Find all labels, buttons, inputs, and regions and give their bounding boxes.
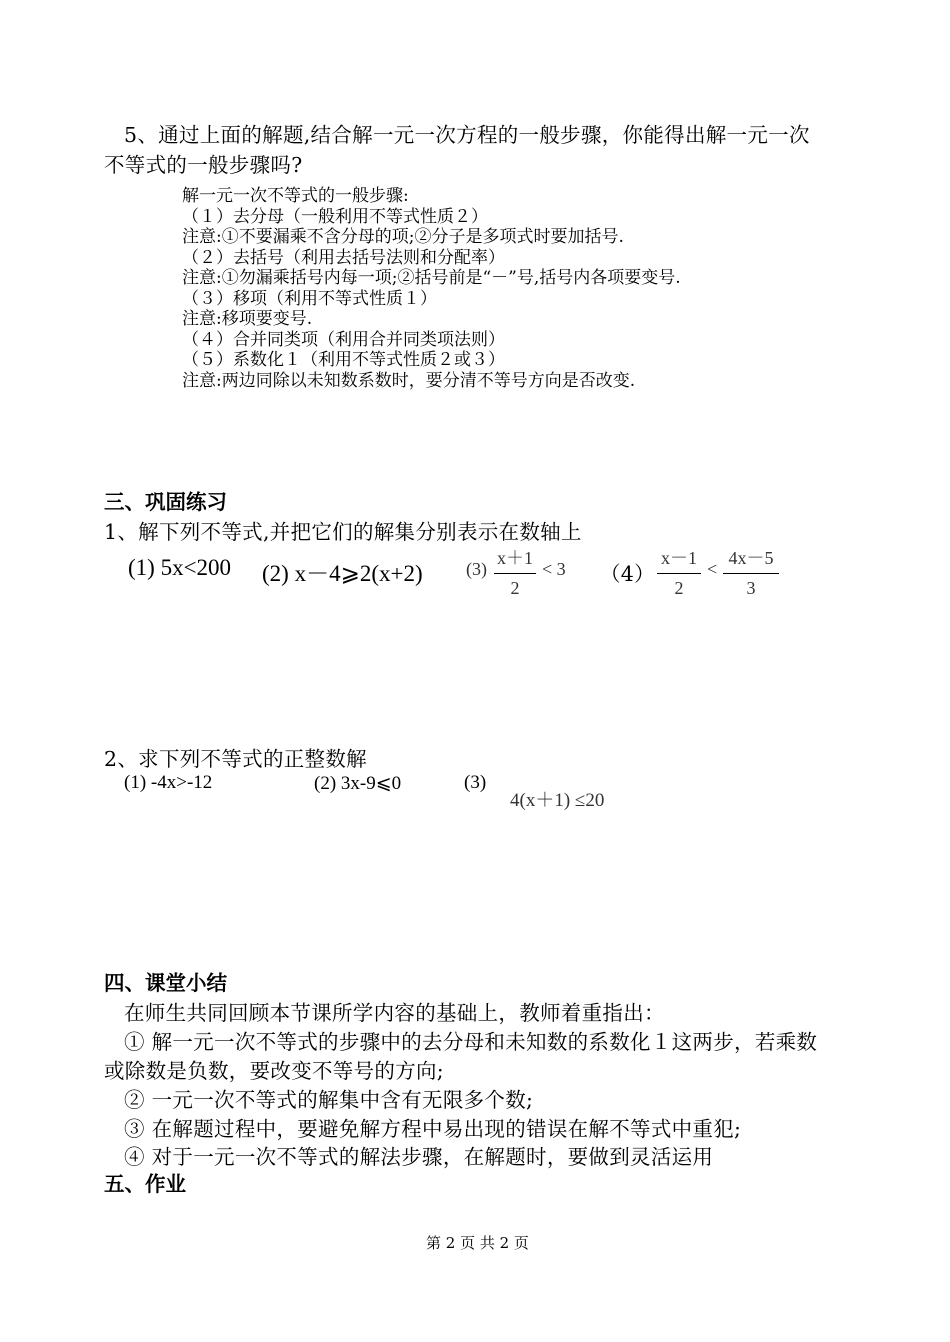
- inequality-4-prefix: （4）: [600, 562, 655, 586]
- exercise-2-prompt: 2、求下列不等式的正整数解: [104, 747, 367, 771]
- step-3: （３）移项（利用不等式性质１）: [182, 288, 437, 309]
- section-3-title: 三、巩固练习: [104, 490, 227, 514]
- summary-intro: 在师生共同回顾本节课所学内容的基础上，教师着重指出：: [124, 1001, 665, 1025]
- inequality-3-prefix: (3): [466, 559, 487, 579]
- inequality-3-numerator: x＋1: [494, 544, 536, 574]
- inequality-3-denominator: 2: [510, 578, 520, 598]
- steps-box: [182, 186, 681, 391]
- summary-item-3: ③ 在解题过程中，要避免解方程中易出现的错误在解不等式中重犯;: [124, 1117, 742, 1141]
- page-footer: 第 2 页 共 2 页: [426, 1234, 529, 1252]
- summary-item-4: ④ 对于一元一次不等式的解法步骤，在解题时，要做到灵活运用: [124, 1145, 714, 1169]
- summary-item-2: ② 一元一次不等式的解集中含有无限多个数;: [124, 1088, 534, 1112]
- inequality-4-right-denominator: 3: [746, 578, 756, 598]
- problem-1: (1) -4x>-12: [124, 772, 213, 793]
- inequality-4-operator: <: [707, 559, 718, 579]
- q5-line2: 不等式的一般步骤吗?: [104, 153, 303, 177]
- inequality-3-rhs: < 3: [542, 559, 566, 579]
- q5-line1: 5、通过上面的解题,结合解一元一次方程的一般步骤，你能得出解一元一次: [124, 123, 810, 147]
- problem-3-label: (3): [464, 772, 487, 793]
- section-5-title: 五、作业: [104, 1172, 186, 1196]
- steps-title: 解一元一次不等式的一般步骤:: [182, 186, 409, 206]
- inequality-4-left-denominator: 2: [674, 578, 684, 598]
- inequality-4-left-fraction: [657, 544, 701, 599]
- inequality-4-right-fraction: [723, 544, 779, 599]
- step-2: （２）去括号（利用去括号法则和分配率）: [182, 247, 505, 268]
- inequality-3-fraction: [494, 544, 536, 599]
- step-4: （４）合并同类项（利用合并同类项法则）: [182, 329, 505, 350]
- summary-item-1a: ① 解一元一次不等式的步骤中的去分母和未知数的系数化１这两步，若乘数: [124, 1030, 818, 1054]
- step-5-note: 注意:两边同除以未知数系数时，要分清不等号方向是否改变.: [182, 370, 636, 391]
- inequality-1: (1) 5x<200: [128, 555, 232, 580]
- inequality-4-left-numerator: x－1: [657, 544, 701, 574]
- step-1-note: 注意:①不要漏乘不含分母的项;②分子是多项式时要加括号.: [182, 227, 624, 247]
- summary-item-1b: 或除数是负数，要改变不等号的方向;: [104, 1059, 445, 1083]
- problem-2: (2) 3x-9⩽0: [314, 773, 402, 794]
- inequality-2: (2) x－4⩾2(x+2): [262, 561, 423, 586]
- section-4-title: 四、课堂小结: [104, 971, 227, 995]
- step-1: （１）去分母（一般利用不等式性质２）: [182, 206, 488, 227]
- step-5: （５）系数化１（利用不等式性质２或３）: [182, 350, 505, 370]
- step-3-note: 注意:移项要变号.: [182, 309, 313, 329]
- inequality-4-right-numerator: 4x－5: [723, 544, 779, 574]
- exercise-1-prompt: 1、解下列不等式,并把它们的解集分别表示在数轴上: [104, 520, 582, 544]
- step-2-note: 注意:①勿漏乘括号内每一项;②括号前是“－”号,括号内各项要变号.: [182, 268, 681, 288]
- problem-3-expression: 4(x＋1) ≤20: [510, 790, 605, 811]
